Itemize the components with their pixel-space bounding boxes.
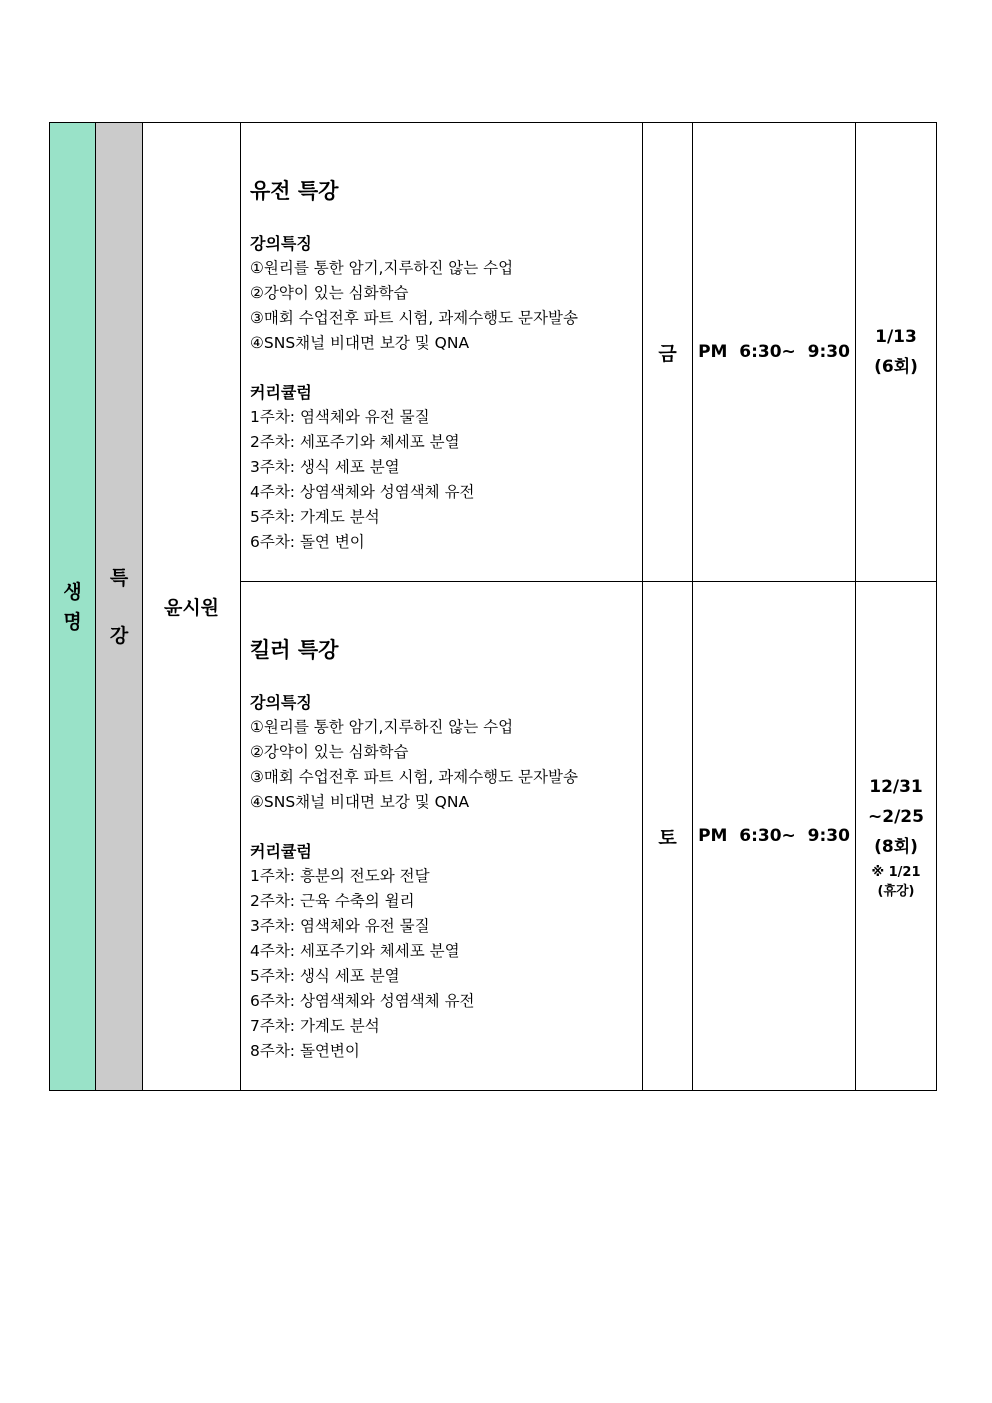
table-row bbox=[50, 123, 937, 582]
features-heading: 강의특징 bbox=[250, 234, 312, 253]
curriculum-block bbox=[250, 839, 634, 1064]
feature-item: ③매회 수업전후 파트 시험, 과제수행도 문자발송 bbox=[250, 309, 578, 327]
course-sessions: (6회) bbox=[874, 357, 918, 377]
curriculum-heading: 커리큘럼 bbox=[250, 383, 312, 402]
time-cell bbox=[693, 582, 856, 1091]
curriculum-item: 4주차: 상염색체와 성염색체 유전 bbox=[250, 483, 475, 501]
course-day: 금 bbox=[658, 342, 677, 365]
subject-label: 생 명 bbox=[63, 580, 82, 633]
curriculum-item: 6주차: 돌연 변이 bbox=[250, 533, 365, 551]
course-time: PM 6:30~ 9:30 bbox=[698, 342, 850, 362]
feature-item: ④SNS채널 비대면 보강 및 QNA bbox=[250, 793, 470, 811]
time-cell bbox=[693, 123, 856, 582]
feature-item: ①원리를 통한 암기,지루하진 않는 수업 bbox=[250, 718, 514, 736]
course-detail bbox=[241, 582, 642, 1090]
features-block bbox=[250, 690, 634, 815]
course-detail-cell bbox=[241, 123, 643, 582]
curriculum-item: 4주차: 세포주기와 체세포 분열 bbox=[250, 942, 460, 960]
course-date: 1/13 bbox=[875, 327, 917, 347]
feature-item: ②강약이 있는 심화학습 bbox=[250, 743, 409, 761]
day-cell bbox=[643, 582, 693, 1091]
holiday-note: ※ 1/21 bbox=[871, 865, 921, 880]
curriculum-item: 5주차: 가계도 분석 bbox=[250, 508, 380, 526]
holiday-note-label: (휴강) bbox=[877, 884, 915, 899]
features-heading: 강의특징 bbox=[250, 693, 312, 712]
curriculum-item: 3주차: 생식 세포 분열 bbox=[250, 458, 400, 476]
course-day: 토 bbox=[658, 826, 677, 849]
subject-cell bbox=[50, 123, 96, 1091]
course-detail-cell bbox=[241, 582, 643, 1091]
curriculum-heading: 커리큘럼 bbox=[250, 842, 312, 861]
curriculum-item: 3주차: 염색체와 유전 물질 bbox=[250, 917, 430, 935]
curriculum-item: 8주차: 돌연변이 bbox=[250, 1042, 360, 1060]
date-cell bbox=[856, 123, 937, 582]
features-block bbox=[250, 231, 634, 356]
type-cell bbox=[96, 123, 143, 1091]
schedule-table bbox=[49, 122, 937, 1091]
feature-item: ③매회 수업전후 파트 시험, 과제수행도 문자발송 bbox=[250, 768, 578, 786]
course-sessions: (8회) bbox=[874, 837, 918, 857]
course-date-start: 12/31 bbox=[869, 777, 923, 797]
curriculum-item: 2주차: 세포주기와 체세포 분열 bbox=[250, 433, 460, 451]
course-title: 킬러 특강 bbox=[250, 638, 339, 662]
course-title: 유전 특강 bbox=[250, 179, 339, 203]
curriculum-item: 1주차: 염색체와 유전 물질 bbox=[250, 408, 430, 426]
curriculum-item: 6주차: 상염색체와 성염색체 유전 bbox=[250, 992, 475, 1010]
course-time: PM 6:30~ 9:30 bbox=[698, 826, 850, 846]
curriculum-item: 2주차: 근육 수축의 윌리 bbox=[250, 892, 415, 910]
type-label: 특 강 bbox=[109, 566, 129, 647]
course-date-end: ~2/25 bbox=[868, 807, 924, 827]
course-detail bbox=[241, 123, 642, 581]
curriculum-item: 5주차: 생식 세포 분열 bbox=[250, 967, 400, 985]
teacher-cell bbox=[143, 123, 241, 1091]
day-cell bbox=[643, 123, 693, 582]
feature-item: ①원리를 통한 암기,지루하진 않는 수업 bbox=[250, 259, 514, 277]
curriculum-item: 7주차: 가계도 분석 bbox=[250, 1017, 380, 1035]
curriculum-block bbox=[250, 380, 634, 555]
feature-item: ④SNS채널 비대면 보강 및 QNA bbox=[250, 334, 470, 352]
feature-item: ②강약이 있는 심화학습 bbox=[250, 284, 409, 302]
date-cell bbox=[856, 582, 937, 1091]
teacher-name: 윤시원 bbox=[163, 597, 220, 619]
curriculum-item: 1주차: 흥분의 전도와 전달 bbox=[250, 867, 430, 885]
